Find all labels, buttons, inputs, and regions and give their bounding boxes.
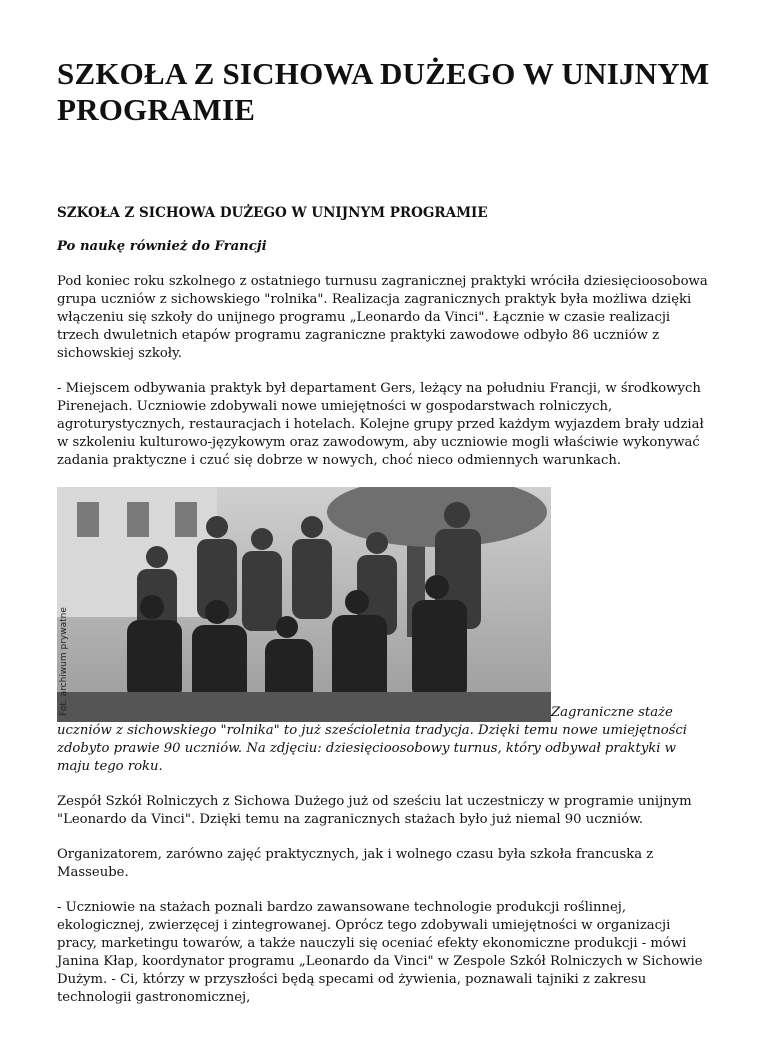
photo-with-caption <box>57 487 711 776</box>
paragraph-3: Zespół Szkół Rolniczych z Sichowa Dużego już od sześciu lat uczestniczy w programie unijnym "Leonardo da Vinci". Dzięki temu na zagranicznych stażach było już niemal 90 uczniów. <box>57 794 692 827</box>
article <box>0 56 768 1007</box>
photo-caption: Zagraniczne staże uczniów z sichowskiego "rolnika" to już sześcioletnia tradycja. Dzięki temu nowe umiejętności zdobyto prawie 90 uczniów. Na zdjęciu: dziesięcioosobowy turnus, który odbywał praktyki w maju tego roku. <box>57 705 688 774</box>
group-photo-image <box>57 487 551 722</box>
page-title: SZKOŁA Z SICHOWA DUŻEGO W UNIJNYM PROGRAMIE <box>57 56 710 127</box>
paragraph-1: Pod koniec roku szkolnego z ostatniego turnusu zagranicznej praktyki wróciła dziesięcioosobowa grupa uczniów z sichowskiego "rolnika". Realizacja zagranicznych praktyk była możliwa dzięki włączeniu się szkoły do unijnego programu „Leonardo da Vinci". Łącznie w czasie realizacji trzech dwuletnich etapów programu zagraniczne praktyki zawodowe odbyło 86 uczniów z sichowskiej szkoły. <box>57 274 708 361</box>
photo-credit: Fot. archiwum prywatne <box>59 607 69 716</box>
article-lead: Po naukę również do Francji <box>57 239 267 254</box>
group-photo <box>57 487 551 722</box>
paragraph-5: - Uczniowie na stażach poznali bardzo zawansowane technologie produkcji roślinnej, ekologicznej, zwierzęcej i zintegrowanej. Oprócz tego zdobywali umiejętności w organizacji pracy, marketingu towarów, a także nauczyli się oceniać efekty ekonomiczne produkcji - mówi Janina Kłap, koordynator programu „Leonardo da Vinci" w Zespole Szkół Rolniczych w Sichowie Dużym. - Ci, którzy w przyszłości będą specami od żywienia, poznawali tajniki z zakresu technologii gastronomicznej, <box>57 900 703 1005</box>
paragraph-2: - Miejscem odbywania praktyk był departament Gers, leżący na południu Francji, w środkowych Pirenejach. Uczniowie zdobywali nowe umiejętności w gospodarstwach rolniczych, agroturystycznych, restauracjach i hotelach. Kolejne grupy przed każdym wyjazdem brały udział w szkoleniu kulturowo-językowym oraz zawodowym, aby uczniowie mogli właściwie wykonywać zadania praktyczne i czuć się dobrze w nowych, choć nieco odmiennych warunkach. <box>57 381 704 468</box>
article-subtitle: SZKOŁA Z SICHOWA DUŻEGO W UNIJNYM PROGRAMIE <box>57 205 488 221</box>
paragraph-4: Organizatorem, zarówno zajęć praktycznych, jak i wolnego czasu była szkoła francuska z Masseube. <box>57 847 654 880</box>
